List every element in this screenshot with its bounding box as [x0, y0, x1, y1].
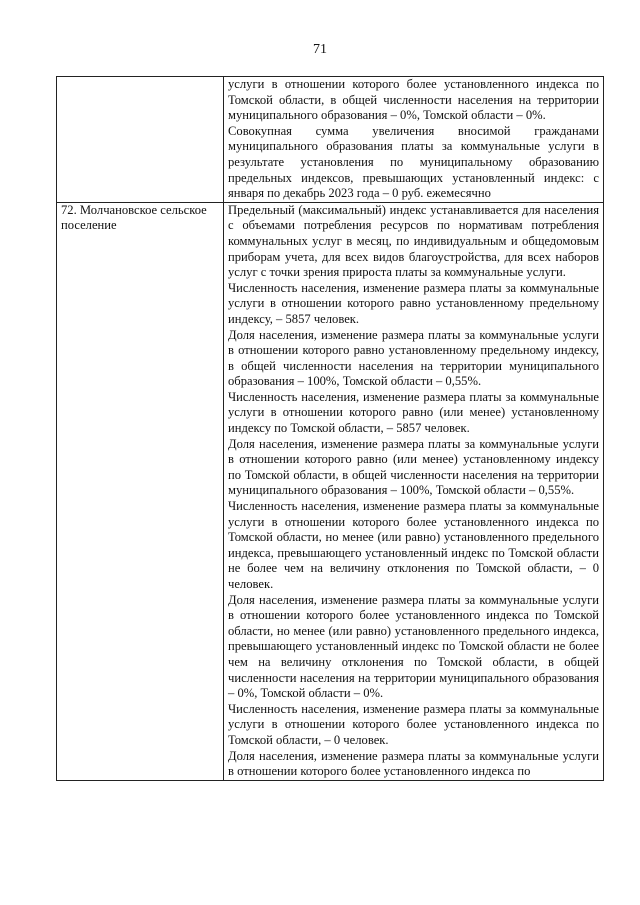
page-number: 71 [313, 42, 327, 57]
paragraph-total-increase: Совокупная сумма увеличения вносимой гражданами муниципального образования платы за коммунальные услуги в результате установления по муниципальному образованию предельных индексов, превышающих установленный индекс: с января по декабрь 2023 года – 0 руб. ежемесячно [228, 123, 599, 201]
table-row-continuation [57, 77, 604, 203]
table-row-molchanovskoe [57, 202, 604, 780]
municipality-index-table [56, 76, 604, 781]
paragraph-population-within-deviation: Численность населения, изменение размера платы за коммунальные услуги в отношении которого более установленного индекса по Томской области, но менее (или равно) установленного предельного индекса, превышающего установленный индекс по Томской области не более чем на величину отклонения по Томской области, – 0 человек. [228, 499, 599, 591]
index-details-cell [224, 202, 604, 780]
paragraph-share-within-deviation: Доля населения, изменение размера платы за коммунальные услуги в отношении которого более установленного индекса по Томской области, но менее (или равно) установленного предельного индекса, превышающего установленный индекс по Томской области не более чем на величину отклонения по Томской области, в общей численности населения на территории муниципального образования – 0%, Томской области – 0%. [228, 592, 599, 701]
municipality-name-cell: 72. Молчановское сельское поселение [57, 202, 224, 780]
paragraph-population-below-region-index: Численность населения, изменение размера платы за коммунальные услуги в отношении которого равно (или менее) установленному индексу по Томской области, – 5857 человек. [228, 389, 599, 436]
paragraph-share-above-index: услуги в отношении которого более установленного индекса по Томской области, в общей численности населения на территории муниципального образования – 0%, Томской области – 0%. [228, 77, 599, 123]
paragraph-max-index-scope: Предельный (максимальный) индекс устанавливается для населения с объемами потребления ресурсов по нормативам потребления коммунальных услуг в месяц, по индивидуальным и общедомовым приборам учета, для всех видов благоустройства, для всех наборов услуг с точки зрения прироста платы за коммунальные услуги. [228, 202, 599, 280]
paragraph-share-equal-limit: Доля населения, изменение размера платы за коммунальные услуги в отношении которого равно установленному предельному индексу, в общей численности населения на территории муниципального образования – 100%, Томской области – 0,55%. [228, 327, 599, 389]
paragraph-population-above-region-index: Численность населения, изменение размера платы за коммунальные услуги в отношении которого более установленного индекса по Томской области, – 0 человек. [228, 701, 599, 747]
index-details-cell [224, 77, 604, 203]
paragraph-population-equal-limit: Численность населения, изменение размера платы за коммунальные услуги в отношении которого равно установленному предельному индексу, – 5857 человек. [228, 280, 599, 326]
municipality-name-cell [57, 77, 224, 203]
paragraph-share-below-region-index: Доля населения, изменение размера платы за коммунальные услуги в отношении которого равно (или менее) установленному индексу по Томской области, в общей численности населения на территории муниципального образования – 100%, Томской области – 0,55%. [228, 436, 599, 498]
paragraph-share-above-region-index: Доля населения, изменение размера платы за коммунальные услуги в отношении которого более установленного индекса по [228, 748, 599, 779]
